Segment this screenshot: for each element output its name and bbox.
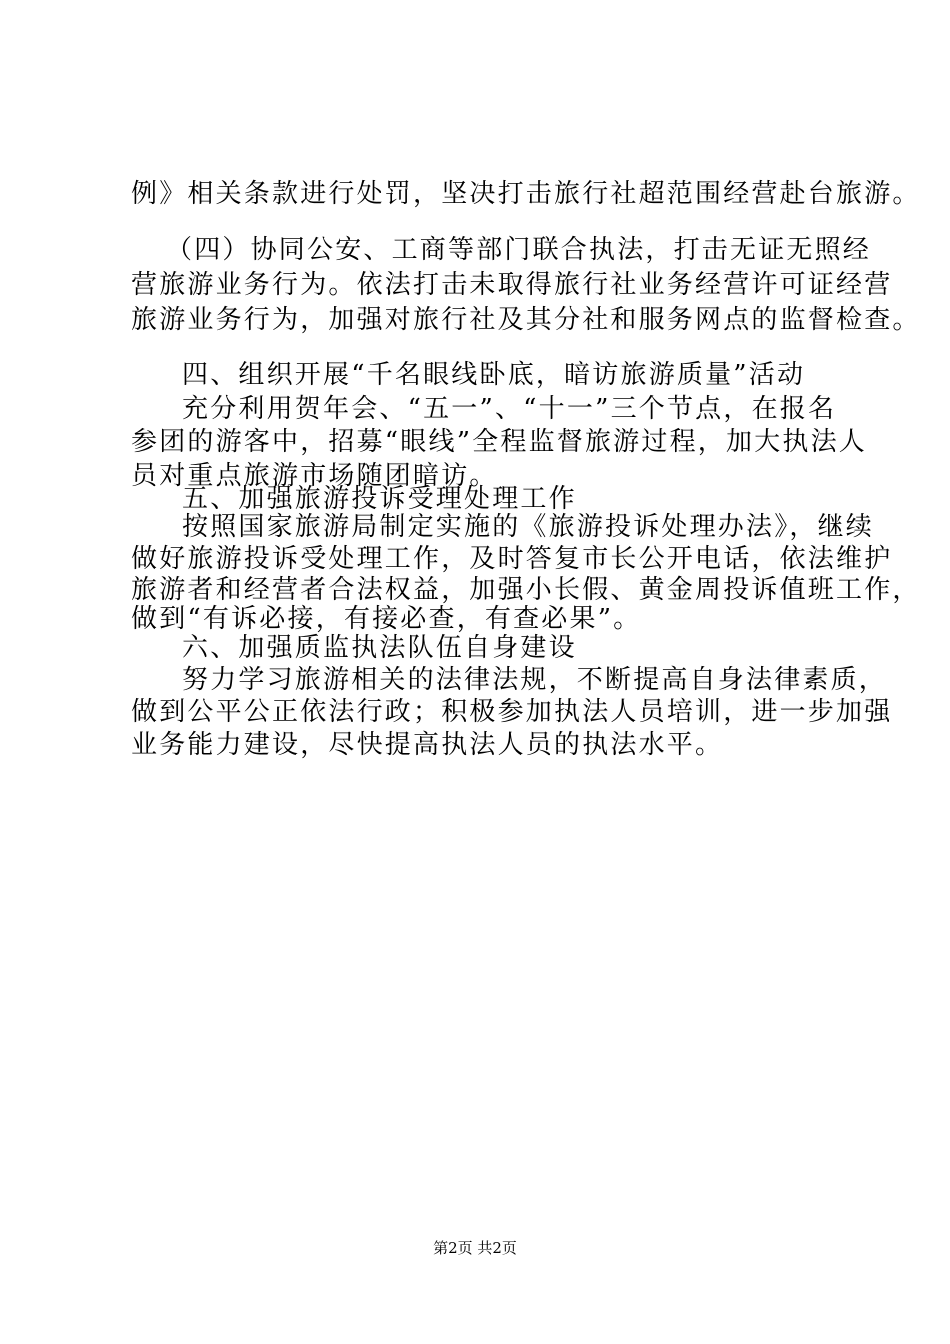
paragraph-line: 充分利用贺年会、“五一”、“十一”三个节点，在报名 xyxy=(182,394,837,424)
paragraph-line: 做好旅游投诉受处理工作，及时答复市长公开电话，依法维护 xyxy=(131,544,893,574)
page-number-footer: 第2页 共2页 xyxy=(433,1239,517,1257)
paragraph-line: （四）协同公安、工商等部门联合执法，打击无证无照经 xyxy=(166,235,872,265)
paragraph-line: 营旅游业务行为。依法打击未取得旅行社业务经营许可证经营 xyxy=(131,270,893,300)
section-heading: 五、加强旅游投诉受理处理工作 xyxy=(182,484,577,514)
paragraph-line: 做到公平公正依法行政；积极参加执法人员培训，进一步加强 xyxy=(131,697,893,727)
paragraph-line: 按照国家旅游局制定实施的《旅游投诉处理办法》，继续 xyxy=(182,512,875,542)
paragraph-line: 业务能力建设，尽快提高执法人员的执法水平。 xyxy=(131,730,724,760)
paragraph-line: 旅游业务行为，加强对旅行社及其分社和服务网点的监督检查。 xyxy=(131,305,921,335)
paragraph-line: 努力学习旅游相关的法律法规，不断提高自身法律素质， xyxy=(182,665,888,695)
paragraph-line: 员对重点旅游市场随团暗访。 xyxy=(131,461,498,491)
paragraph-line: 例》相关条款进行处罚，坚决打击旅行社超范围经营赴台旅游。 xyxy=(131,179,921,209)
paragraph-line: 旅游者和经营者合法权益，加强小长假、黄金周投诉值班工作， xyxy=(131,575,921,605)
section-heading: 六、加强质监执法队伍自身建设 xyxy=(182,633,577,663)
paragraph-line: 做到“有诉必接，有接必查，有查必果”。 xyxy=(131,604,642,634)
paragraph-line: 参团的游客中，招募“眼线”全程监督旅游过程，加大执法人 xyxy=(131,427,867,457)
section-heading: 四、组织开展“千名眼线卧底，暗访旅游质量”活动 xyxy=(182,360,806,390)
